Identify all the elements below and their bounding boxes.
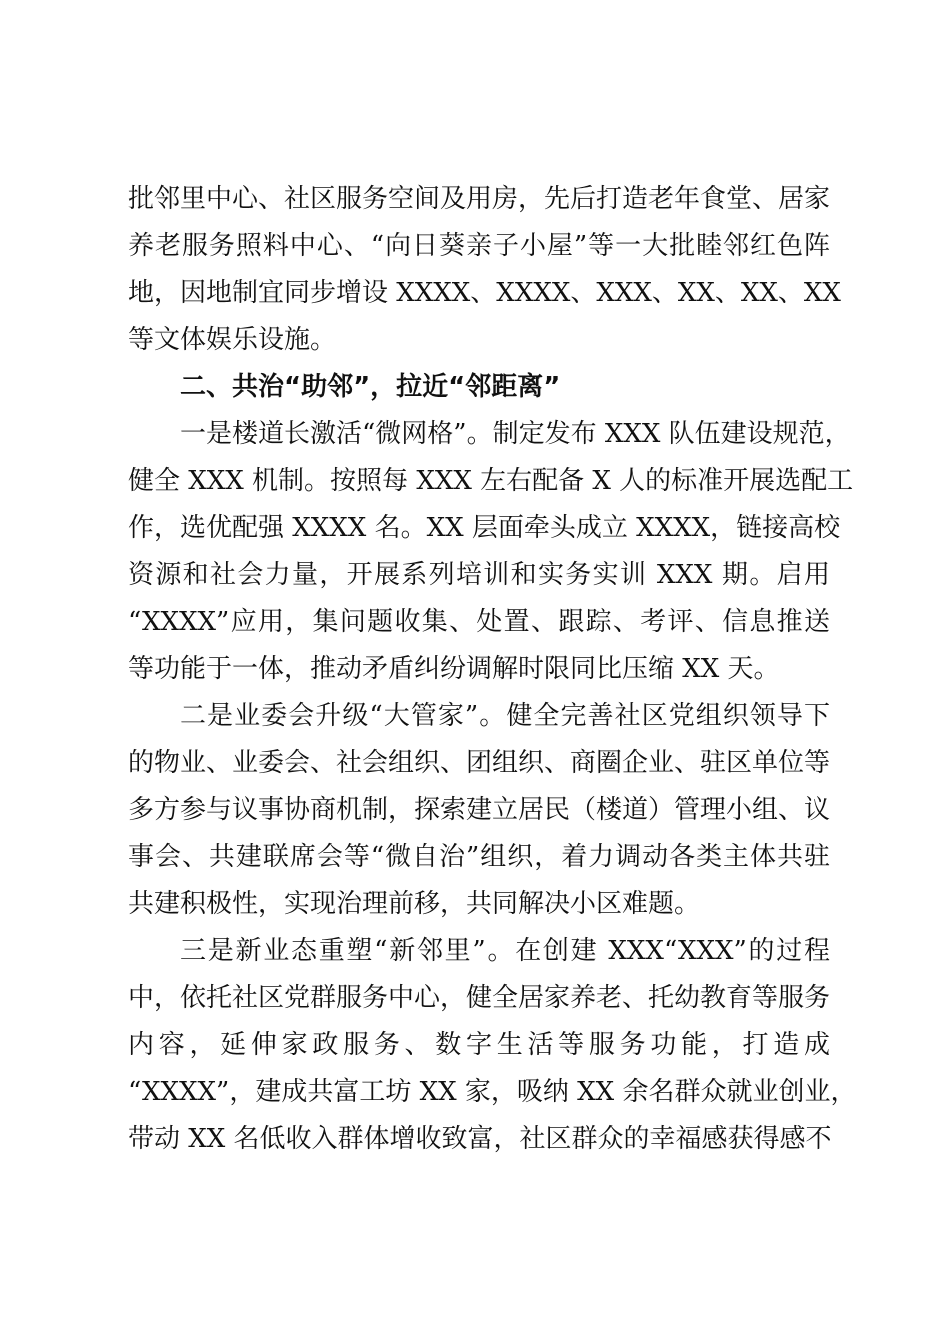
text-line: 健全 XXX 机制。按照每 XXX 左右配备 X 人的标准开展选配工	[128, 466, 854, 496]
text-line: “XXXX”应用，集问题收集、处置、跟踪、考评、信息推送	[128, 607, 830, 637]
text-line: 一是楼道长激活“微网格”。制定发布 XXX 队伍建设规范，	[180, 419, 851, 449]
text-line: 批邻里中心、社区服务空间及用房，先后打造老年食堂、居家	[128, 184, 831, 214]
paragraph-xinyetai	[128, 928, 857, 1163]
section-heading	[128, 364, 830, 411]
heading-text: 二、共治“助邻”，拉近“邻距离”	[180, 372, 561, 402]
text-line: 中，依托社区党群服务中心，健全居家养老、托幼教育等服务	[128, 983, 831, 1013]
text-line: 内容，延伸家政服务、数字生活等服务功能，打造成	[128, 1030, 830, 1060]
text-line: 资源和社会力量，开展系列培训和实务实训 XXX 期。启用	[128, 560, 830, 590]
paragraph-continued	[128, 176, 841, 364]
text-line: 多方参与议事协商机制，探索建立居民（楼道）管理小组、议	[128, 795, 831, 825]
text-line: 地，因地制宜同步增设 XXXX、XXXX、XXX、XX、XX、XX	[128, 278, 841, 308]
text-line: 作，选优配强 XXXX 名。XX 层面牵头成立 XXXX，链接高校	[128, 513, 841, 543]
text-line: 三是新业态重塑“新邻里”。在创建 XXX“XXX”的过程	[180, 936, 830, 966]
text-line: “XXXX”，建成共富工坊 XX 家，吸纳 XX 余名群众就业创业，	[128, 1077, 857, 1107]
text-line: 二是业委会升级“大管家”。健全完善社区党组织领导下	[180, 701, 830, 731]
text-line: 事会、共建联席会等“微自治”组织，着力调动各类主体共驻	[128, 842, 830, 872]
text-line: 养老服务照料中心、“向日葵亲子小屋”等一大批睦邻红色阵	[128, 231, 830, 261]
paragraph-louzhang	[128, 411, 854, 693]
text-line: 等功能于一体，推动矛盾纠纷调解时限同比压缩 XX 天。	[128, 654, 780, 684]
text-line: 带动 XX 名低收入群体增收致富，社区群众的幸福感获得感不	[128, 1124, 832, 1154]
text-line: 共建积极性，实现治理前移，共同解决小区难题。	[128, 889, 701, 919]
text-line: 等文体娱乐设施。	[128, 325, 337, 355]
text-line: 的物业、业委会、社会组织、团组织、商圈企业、驻区单位等	[128, 748, 831, 778]
document-body	[128, 176, 857, 1163]
paragraph-yeweihui	[128, 693, 830, 928]
